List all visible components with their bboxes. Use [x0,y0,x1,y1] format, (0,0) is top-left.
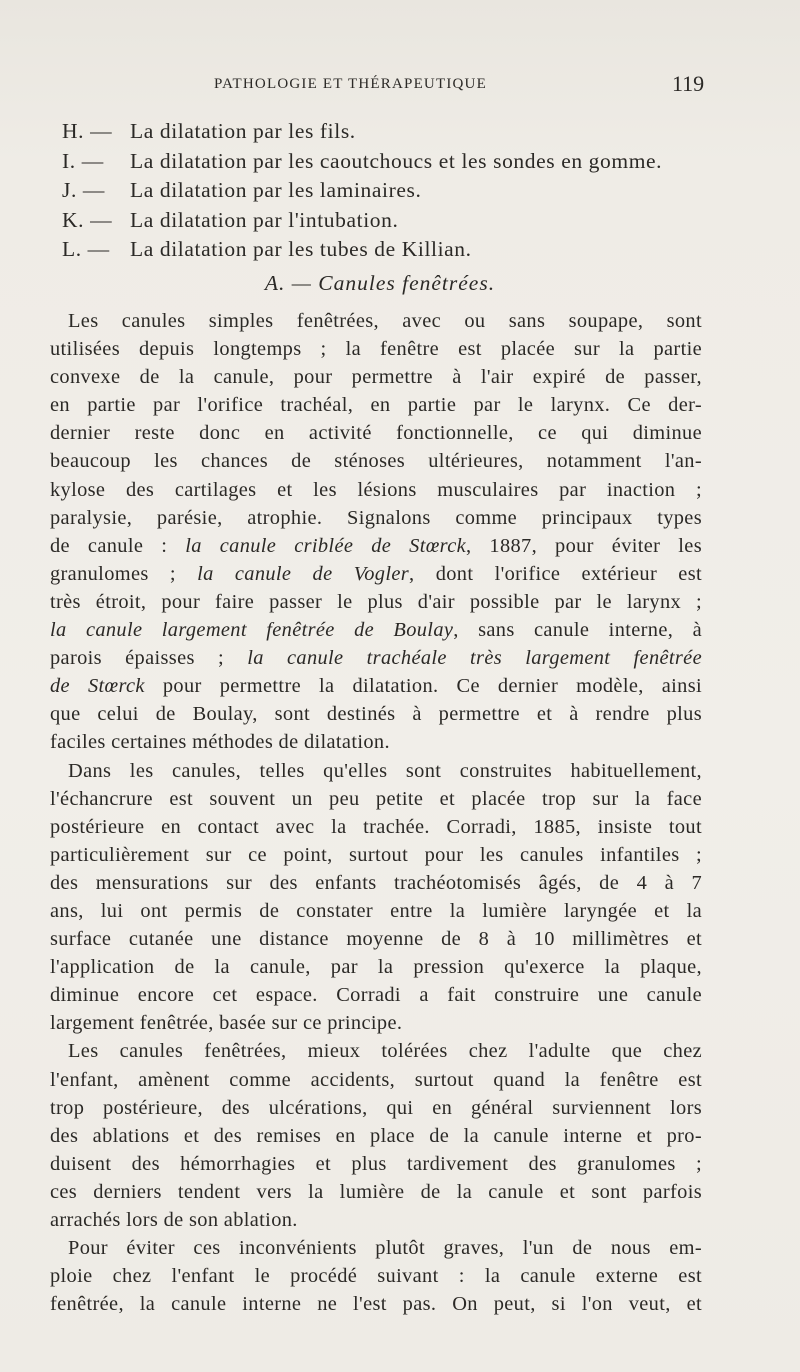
list-item [62,117,722,147]
text-line: l'application de la canule, par la pression qu'exerce la plaque, [50,956,702,979]
page-number: 119 [672,71,705,96]
text-line: dernier reste donc en activité fonctionnelle, ce qui diminue [50,422,702,445]
text-run: , 1887, pour éviter les [466,534,702,557]
text-line: en partie par l'orifice trachéal, en partie par le larynx. Ce der- [50,394,702,417]
list-item-letter: K. — [62,207,113,232]
dilatation-methods-list [62,117,722,265]
text-line [50,672,702,700]
text-line: postérieure en contact avec la trachée. Corradi, 1885, insiste tout [50,815,702,838]
text-line: largement fenêtrée, basée sur ce principe. [50,1012,403,1035]
text-line: très étroit, pour faire passer le plus d'air possible par le larynx ; [50,590,702,613]
text-line: que celui de Boulay, sont destinés à permettre et à rendre plus [50,703,702,726]
text-line: l'échancrure est souvent un peu petite et placée trop sur la face [50,787,702,810]
text-line: ans, lui ont permis de constater entre la lumière laryngée et la [50,899,702,922]
italic-run: la canule trachéale très largement fenêtrée [247,647,702,670]
text-line: beaucoup les chances de sténoses ultérieures, notamment l'an- [50,450,702,473]
list-item-letter: J. — [62,178,106,202]
text-line [50,616,702,644]
text-line: paralysie, parésie, atrophie. Signalons comme principaux types [50,506,702,529]
text-run: parois épaisses ; [50,647,248,670]
list-item [62,176,722,206]
list-item-text: La dilatation par les laminaires. [130,178,422,202]
text-run: granulomes ; [50,562,198,585]
list-item [62,235,722,265]
italic-run: la canule criblée de Stœrck [185,534,466,557]
text-line: convexe de la canule, pour permettre à l'air expiré de passer, [50,366,702,389]
text-line: particulièrement sur ce point, surtout pour les canules infantiles ; [50,843,702,866]
text-line: Pour éviter ces inconvénients plutôt graves, l'un de nous em- [68,1237,702,1260]
text-line: utilisées depuis longtemps ; la fenêtre est placée sur la partie [50,338,702,361]
text-run: , sans canule interne, à [453,619,702,642]
text-line: l'enfant, amènent comme accidents, surtout quand la fenêtre est [50,1068,702,1091]
text-line: ces derniers tendent vers la lumière de la canule et sont parfois [50,1180,702,1203]
list-item-text: La dilatation par les caoutchoucs et les sondes en gomme. [130,148,663,173]
list-item [62,147,722,177]
text-line: des mensurations sur des enfants trachéotomisés âgés, de 4 à 7 [50,871,702,894]
page-header [0,71,800,100]
text-line [50,532,702,560]
text-line [50,644,702,672]
text-line: des ablations et des remises en place de la canule interne et pro- [50,1124,702,1147]
list-item-text: La dilatation par l'intubation. [130,207,399,232]
italic-run: de Stœrck [50,675,145,698]
text-line: kylose des cartilages et les lésions musculaires par inaction ; [50,478,702,501]
text-run: pour permettre la dilatation. Ce dernier modèle, ainsi [144,675,702,698]
list-item-letter: H. — [62,119,113,143]
text-line: surface cutanée une distance moyenne de 8 à 10 millimètres et [50,928,702,951]
text-line: duisent des hémorrhagies et plus tardivement des granulomes ; [50,1152,702,1175]
italic-run: la canule de Vogler [197,562,410,585]
text-line: arrachés lors de son ablation. [50,1209,298,1231]
italic-run: la canule largement fenêtrée de Boulay [50,619,454,642]
text-run: de canule : [50,534,186,557]
text-run: , dont l'orifice extérieur est [409,562,703,585]
list-item-letter: I. — [62,148,104,173]
section-title: A. — Canules fenêtrées. [264,271,496,295]
text-line: trop postérieure, des ulcérations, qui en général surviennent lors [50,1096,702,1119]
running-head: PATHOLOGIE ET THÉRAPEUTIQUE [214,76,487,92]
body-text [50,307,702,1318]
list-item [62,206,722,236]
text-line: Les canules fenêtrées, mieux tolérées chez l'adulte que chez [68,1040,702,1063]
text-line [50,560,702,588]
text-line: Dans les canules, telles qu'elles sont construites habituellement, [68,759,702,782]
list-item-text: La dilatation par les fils. [130,119,356,143]
list-item-letter: L. — [62,237,110,261]
text-line: fenêtrée, la canule interne ne l'est pas. On peut, si l'on veut, et [50,1293,702,1316]
list-item-text: La dilatation par les tubes de Killian. [130,237,472,261]
text-line: Les canules simples fenêtrées, avec ou sans soupape, sont [68,310,702,332]
text-line: ploie chez l'enfant le procédé suivant : la canule externe est [50,1265,702,1288]
text-line: diminue encore cet espace. Corradi a fait construire une canule [50,984,702,1007]
text-line: faciles certaines méthodes de dilatation. [50,731,390,754]
